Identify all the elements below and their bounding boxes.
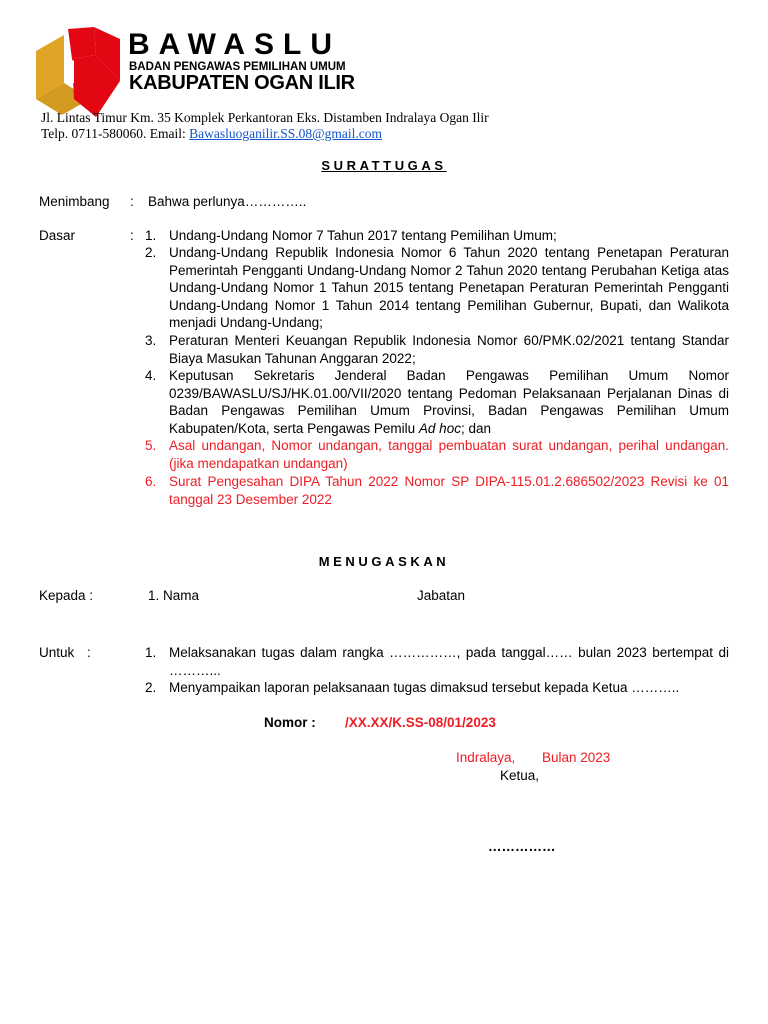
contact-line — [41, 126, 382, 142]
list-number: 4. — [145, 368, 157, 383]
menimbang-text: Bahwa perlunya………….. — [148, 194, 307, 209]
signature-place: Indralaya, — [456, 750, 516, 765]
signature-role: Ketua, — [500, 768, 540, 783]
kepada-name: 1. Nama — [148, 588, 200, 603]
untuk-item-text: Melaksanakan tugas dalam rangka ……………, pada tanggal…… bulan 2023 bertempat di ………... — [169, 645, 729, 678]
dasar-item-text: Surat Pengesahan DIPA Tahun 2022 Nomor SP DIPA-115.01.2.686502/2023 Revisi ke 01 tanggal 23 Desember 2022 — [169, 474, 729, 507]
nomor-label-text: Nomor : — [264, 715, 316, 730]
org-name: BAWASLU — [128, 28, 341, 61]
untuk-item-text: Menyampaikan laporan pelaksanaan tugas dimaksud tersebut kepada Ketua ……….. — [169, 680, 680, 695]
dasar-item — [145, 473, 729, 508]
dasar-item-text-part: Keputusan Sekretaris Jenderal Badan Pengawas Pemilihan Umum Nomor 0239/BAWASLU/SJ/HK.01.00/VII/2020 tentang Pedoman Pelaksanaan Perjalanan Dinas di Badan Pengawas Pemilihan Umum Provinsi, Badan Pengawas Pemilihan Umum Kabupaten/Kota, serta Pengawas Pemilu — [169, 368, 729, 436]
untuk-item — [145, 679, 729, 697]
dasar-item-text — [169, 367, 729, 437]
dasar-item — [145, 227, 729, 245]
document-title — [0, 158, 768, 173]
list-number: 3. — [145, 333, 157, 348]
menimbang-label: Menimbang — [39, 194, 110, 209]
list-number: 5. — [145, 438, 157, 453]
signature-name: …………… — [488, 839, 556, 854]
dasar-label: Dasar — [39, 228, 76, 243]
untuk-colon: : — [87, 645, 91, 660]
untuk-item — [145, 644, 729, 679]
dasar-item-text: Undang-Undang Republik Indonesia Nomor 6 Tahun 2020 tentang Penetapan Peraturan Pemerintah Pengganti Undang-Undang Nomor 2 Tahun 2020 tentang Perubahan Ketiga atas Undang-Undang Nomor 1 Tahun 2015 tentang Penetapan Peraturan Pemerintah Pengganti Undang-Undang Nomor 1 Tahun 2014 tentang Pemilihan Gubernur, Bupati, dan Walikota menjadi Undang-Undang; — [169, 245, 729, 330]
dasar-item-text: Undang-Undang Nomor 7 Tahun 2017 tentang Pemilihan Umum; — [169, 228, 557, 243]
bawaslu-logo-icon — [34, 25, 122, 121]
list-number: 2. — [145, 680, 157, 695]
dasar-item — [145, 244, 729, 332]
list-number: 1. — [145, 645, 157, 660]
dasar-item-text: Asal undangan, Nomor undangan, tanggal pembuatan surat undangan, perihal undangan. (jika mendapatkan undangan) — [169, 438, 729, 471]
menugaskan-heading: MENUGASKAN — [318, 554, 450, 569]
document-title-text: SURATTUGAS — [321, 158, 447, 173]
dasar-item — [145, 367, 729, 437]
menimbang-colon: : — [130, 194, 134, 209]
list-number: 1. — [145, 228, 157, 243]
email-link[interactable]: Bawasluoganilir.SS.08@gmail.com — [189, 126, 382, 141]
ad-hoc-italic: Ad hoc — [418, 420, 461, 436]
list-number: 2. — [145, 245, 157, 260]
dasar-item — [145, 437, 729, 472]
phone-label: Telp. 0711-580060. Email: — [41, 126, 190, 141]
dasar-item-text: Peraturan Menteri Keuangan Republik Indonesia Nomor 60/PMK.02/2021 tentang Standar Biaya Masukan Tahunan Anggaran 2022; — [169, 333, 729, 366]
kepada-jabatan: Jabatan — [417, 588, 466, 603]
untuk-label: Untuk — [39, 645, 75, 660]
kepada-label: Kepada : — [39, 588, 94, 603]
dasar-item — [145, 332, 729, 367]
dasar-item-text-part: ; dan — [460, 420, 491, 436]
address-line: Jl. Lintas Timur Km. 35 Komplek Perkantoran Eks. Distamben Indralaya Ogan Ilir — [41, 110, 489, 125]
nomor-label — [264, 714, 316, 732]
org-subtitle: BADAN PENGAWAS PEMILIHAN UMUM — [129, 61, 346, 73]
dasar-colon: : — [130, 228, 134, 243]
signature-date: Bulan 2023 — [542, 750, 611, 765]
list-number: 6. — [145, 474, 157, 489]
nomor-value: /XX.XX/K.SS-08/01/2023 — [345, 715, 496, 730]
org-region: KABUPATEN OGAN ILIR — [129, 72, 355, 94]
